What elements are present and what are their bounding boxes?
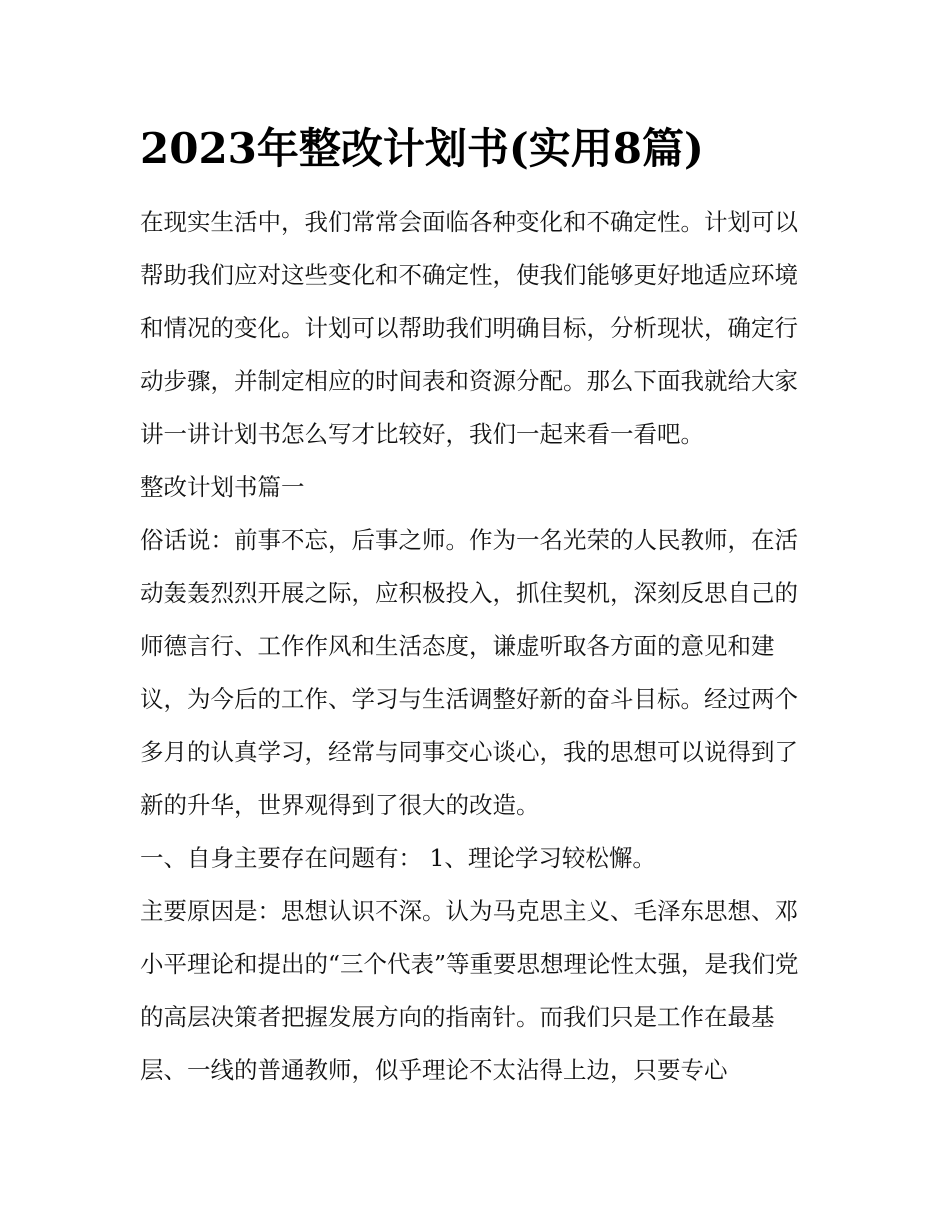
document-body xyxy=(140,196,820,1097)
problem-heading: 一、自身主要存在问题有： 1、理论学习较松懈。 xyxy=(140,844,656,872)
document-title: 2023年整改计划书(实用8篇) xyxy=(140,124,704,173)
body-paragraph: 俗话说：前事不忘，后事之师。作为一名光荣的人民教师，在活动轰轰烈烈开展之际，应积极投入，抓住契机，深刻反思自己的师德言行、工作作风和生活态度，谦虚听取各方面的意见和建议，为今后的工作、学习与生活调整好新的奋斗目标。经过两个多月的认真学习，经常与同事交心谈心，我的思想可以说得到了新的升华，世界观得到了很大的改造。 xyxy=(140,526,798,819)
section-heading: 整改计划书篇一 xyxy=(140,473,305,501)
body-paragraph: 主要原因是：思想认识不深。认为马克思主义、毛泽东思想、邓小平理论和提出的“三个代表”等重要思想理论性太强，是我们党的高层决策者把握发展方向的指南针。而我们只是工作在最基层、一线的普通教师，似乎理论不太沾得上边，只要专心 xyxy=(140,897,799,1084)
intro-paragraph: 在现实生活中，我们常常会面临各种变化和不确定性。计划可以帮助我们应对这些变化和不确定性，使我们能够更好地适应环境和情况的变化。计划可以帮助我们明确目标，分析现状，确定行动步骤，并制定相应的时间表和资源分配。那么下面我就给大家讲一讲计划书怎么写才比较好，我们一起来看一看吧。 xyxy=(140,208,798,448)
